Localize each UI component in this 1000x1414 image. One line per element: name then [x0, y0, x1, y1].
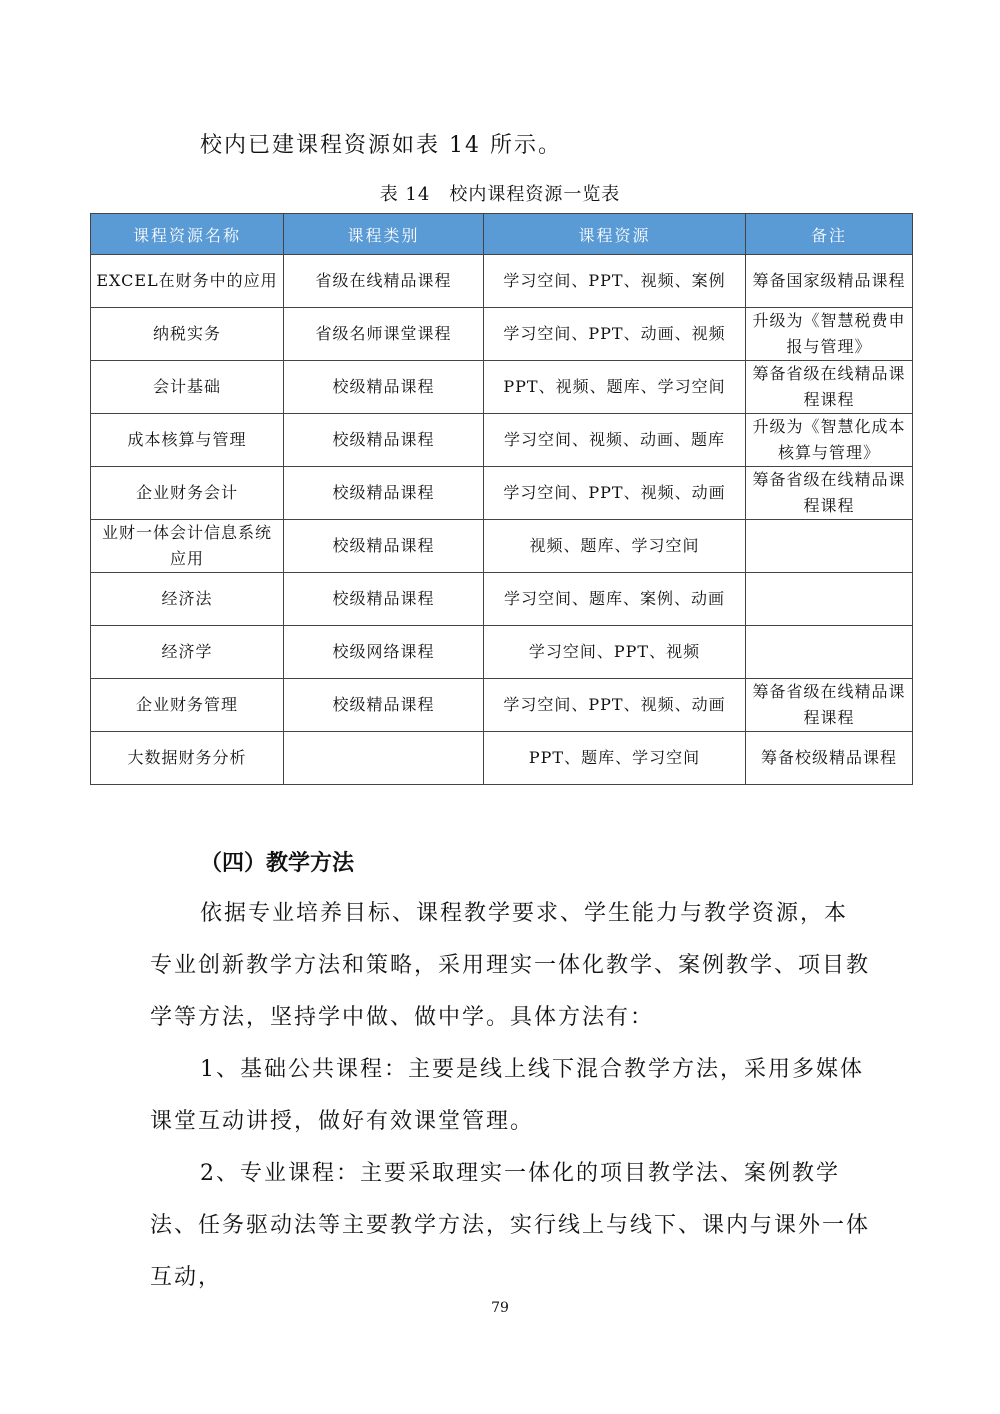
header-remarks: 备注 [746, 214, 913, 255]
header-course-category: 课程类别 [284, 214, 484, 255]
cell-course-resources: 学习空间、题库、案例、动画 [484, 573, 746, 626]
cell-course-category: 校级精品课程 [284, 361, 484, 414]
cell-course-resources: 学习空间、PPT、视频、案例 [484, 255, 746, 308]
cell-course-category: 校级网络课程 [284, 626, 484, 679]
table-caption: 表 14 校内课程资源一览表 [379, 184, 621, 205]
cell-course-resources: 学习空间、视频、动画、题库 [484, 414, 746, 467]
cell-course-category: 校级精品课程 [284, 573, 484, 626]
table-row [91, 414, 913, 467]
cell-course-name: 会计基础 [91, 361, 284, 414]
cell-remarks: 筹备省级在线精品课程课程 [746, 361, 913, 414]
header-course-name: 课程资源名称 [91, 214, 284, 255]
header-course-resources: 课程资源 [484, 214, 746, 255]
table-row [91, 255, 913, 308]
cell-course-resources: PPT、题库、学习空间 [484, 732, 746, 785]
cell-remarks: 筹备国家级精品课程 [746, 255, 913, 308]
cell-course-resources: PPT、视频、题库、学习空间 [484, 361, 746, 414]
cell-remarks [746, 520, 913, 573]
table-row [91, 308, 913, 361]
cell-course-category [284, 732, 484, 785]
cell-remarks: 筹备省级在线精品课程课程 [746, 467, 913, 520]
intro-text: 校内已建课程资源如表 14 所示。 [200, 133, 562, 158]
cell-course-category: 省级名师课堂课程 [284, 308, 484, 361]
cell-course-name: 经济法 [91, 573, 284, 626]
table-row [91, 732, 913, 785]
page-number: 79 [491, 1300, 509, 1316]
table-row [91, 626, 913, 679]
cell-course-category: 校级精品课程 [284, 414, 484, 467]
course-resource-table [90, 213, 913, 785]
cell-course-name: 成本核算与管理 [91, 414, 284, 467]
table-header-row [91, 214, 913, 255]
table-row [91, 679, 913, 732]
paragraph-intro: 依据专业培养目标、课程教学要求、学生能力与教学资源，本专业创新教学方法和策略，采用理实一体化教学、案例教学、项目教学等方法，坚持学中做、做中学。具体方法有： [150, 901, 871, 1030]
table-row [91, 467, 913, 520]
cell-course-name: 企业财务会计 [91, 467, 284, 520]
cell-course-category: 校级精品课程 [284, 520, 484, 573]
cell-remarks [746, 626, 913, 679]
cell-course-resources: 学习空间、PPT、视频、动画 [484, 467, 746, 520]
section-title: （四）教学方法 [200, 851, 355, 876]
cell-remarks: 升级为《智慧税费申报与管理》 [746, 308, 913, 361]
table-row [91, 361, 913, 414]
table-row [91, 520, 913, 573]
cell-course-name: 业财一体会计信息系统应用 [91, 520, 284, 573]
cell-remarks: 筹备校级精品课程 [746, 732, 913, 785]
cell-course-name: EXCEL在财务中的应用 [91, 255, 284, 308]
cell-course-name: 大数据财务分析 [91, 732, 284, 785]
cell-course-category: 省级在线精品课程 [284, 255, 484, 308]
cell-course-name: 企业财务管理 [91, 679, 284, 732]
table-row [91, 573, 913, 626]
cell-course-name: 纳税实务 [91, 308, 284, 361]
cell-course-resources: 学习空间、PPT、动画、视频 [484, 308, 746, 361]
cell-course-category: 校级精品课程 [284, 467, 484, 520]
cell-course-category: 校级精品课程 [284, 679, 484, 732]
paragraph-professional-courses: 2、专业课程：主要采取理实一体化的项目教学法、案例教学法、任务驱动法等主要教学方法，实行线上与线下、课内与课外一体互动， [150, 1161, 871, 1290]
cell-course-name: 经济学 [91, 626, 284, 679]
cell-course-resources: 学习空间、PPT、视频、动画 [484, 679, 746, 732]
cell-remarks: 筹备省级在线精品课程课程 [746, 679, 913, 732]
cell-course-resources: 学习空间、PPT、视频 [484, 626, 746, 679]
cell-remarks: 升级为《智慧化成本核算与管理》 [746, 414, 913, 467]
cell-course-resources: 视频、题库、学习空间 [484, 520, 746, 573]
paragraph-public-courses: 1、基础公共课程：主要是线上线下混合教学方法，采用多媒体课堂互动讲授，做好有效课堂管理。 [150, 1057, 864, 1134]
cell-remarks [746, 573, 913, 626]
